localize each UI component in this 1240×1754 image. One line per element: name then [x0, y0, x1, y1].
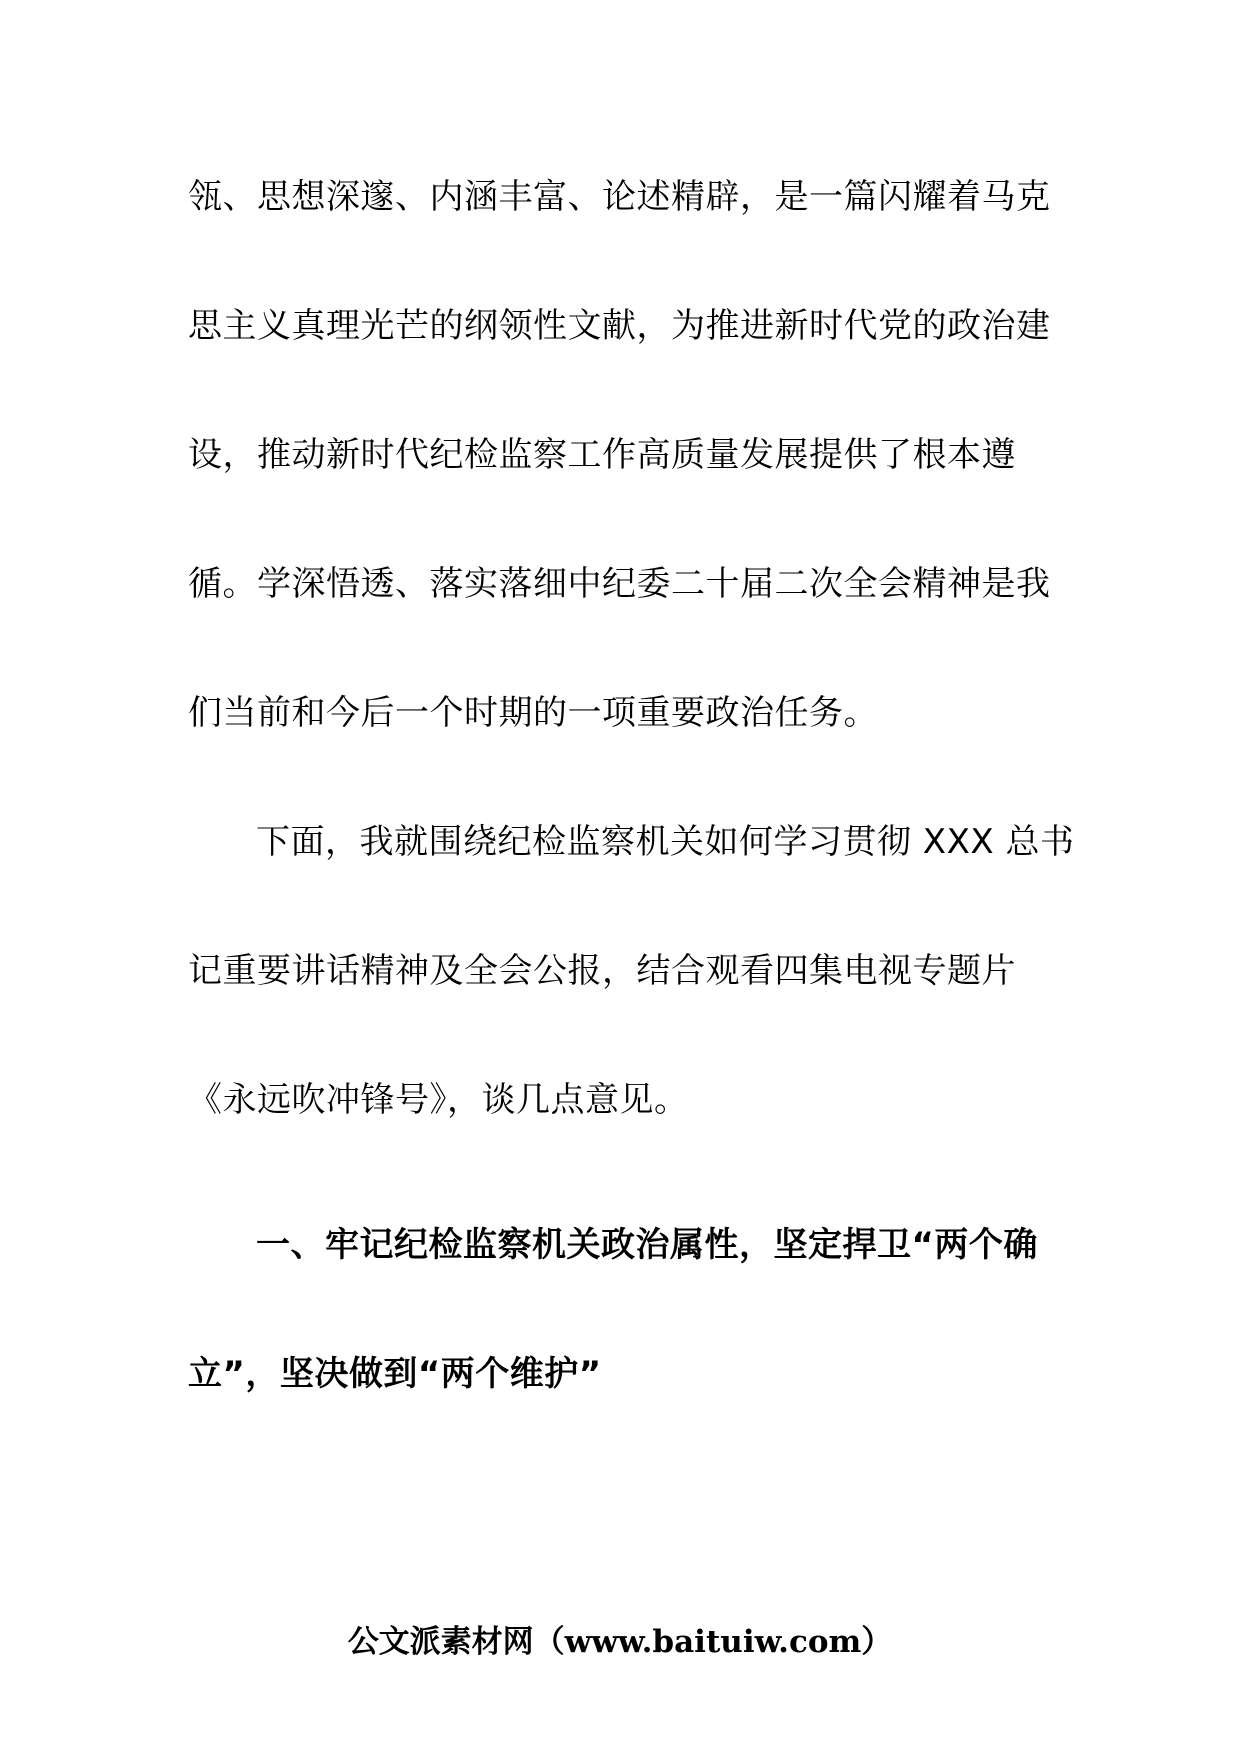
paragraph-2-line-3: 《永远吹冲锋号》，谈几点意见。 [188, 1080, 689, 1120]
paragraph-2-line-2: 记重要讲话精神及全会公报，结合观看四集电视专题片 [188, 951, 1016, 991]
body-line-1: 瓴、思想深邃、内涵丰富、论述精辟，是一篇闪耀着马克 [188, 177, 1051, 217]
body-line-4: 循。学深悟透、落实落细中纪委二十届二次全会精神是我 [188, 564, 1051, 604]
section-heading-line-2: 立”，坚决做到“两个维护” [188, 1354, 602, 1394]
body-line-2: 思主义真理光芒的纲领性文献，为推进新时代党的政治建 [188, 306, 1051, 346]
body-line-3: 设，推动新时代纪检监察工作高质量发展提供了根本遵 [188, 435, 1016, 475]
section-heading-line-1: 一、牢记纪检监察机关政治属性，坚定捍卫“两个确 [256, 1225, 1038, 1265]
body-line-5: 们当前和今后一个时期的一项重要政治任务。 [188, 693, 878, 733]
paragraph-2-line-1: 下面，我就围绕纪检监察机关如何学习贯彻 XXX 总书 [256, 822, 1075, 862]
footer-watermark: 公文派素材网（www.baituiw.com） [347, 1624, 893, 1660]
